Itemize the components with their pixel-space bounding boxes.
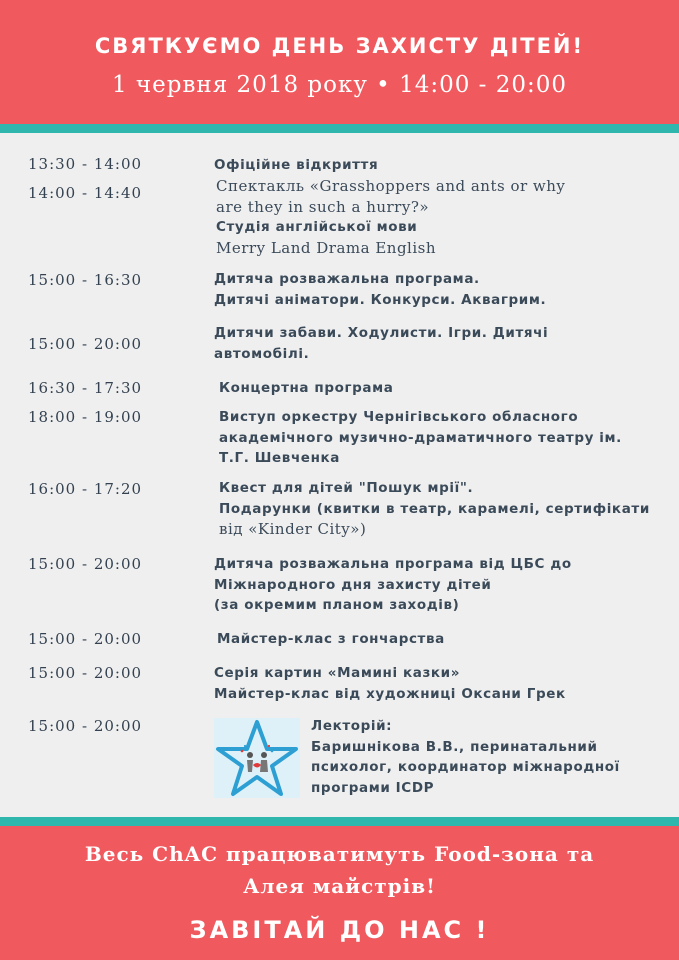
schedule-time: 15:00 - 20:00	[28, 664, 143, 682]
schedule-time: 13:30 - 14:00	[28, 155, 143, 173]
schedule-description: Серія картин «Мамині казки» Майстер-клас від художниці Оксани Грек	[214, 665, 566, 702]
event-date: 1 червня 2018 року • 14:00 - 20:00	[111, 72, 568, 98]
schedule-time: 15:00 - 20:00	[28, 335, 143, 353]
schedule-description: Дитяча розважальна програма від ЦБС до Міжнародного дня захисту дітей (за окремим планом заходів)	[214, 556, 572, 613]
schedule-time: 18:00 - 19:00	[28, 408, 143, 426]
schedule-description: Лекторій: Баришнікова В.В., перинатальний психолог, координатор міжнародної програми ICDP	[311, 718, 620, 796]
schedule-description: Офіційне відкриття	[214, 157, 379, 173]
top-divider-stripe	[0, 124, 679, 133]
footer-banner	[0, 826, 679, 960]
event-title: СВЯТКУЄМО ДЕНЬ ЗАХИСТУ ДІТЕЙ!	[94, 34, 585, 58]
schedule-description: Дитячи забави. Ходулисти. Ігри. Дитячі автомобілі.	[214, 325, 549, 362]
schedule-description: Квест для дітей "Пошук мрії". Подарунки (квитки в театр, карамелі, сертифікати від «Kinder City»)	[219, 480, 650, 538]
schedule-time: 14:00 - 14:40	[28, 184, 143, 202]
schedule-time: 16:00 - 17:20	[28, 480, 143, 498]
header-banner	[0, 0, 679, 124]
schedule-description: Дитяча розважальна програма. Дитячі аніматори. Конкурси. Аквагрим.	[214, 271, 547, 308]
footer-line-1: Весь ChAC працюватимуть Food-зона та	[84, 842, 595, 866]
schedule-time: 15:00 - 20:00	[28, 555, 143, 573]
schedule-time: 15:00 - 20:00	[28, 717, 143, 735]
schedule-description: Концертна програма	[219, 380, 394, 396]
footer-line-2: Алея майстрів!	[243, 874, 436, 898]
schedule-time: 15:00 - 16:30	[28, 271, 143, 289]
bottom-divider-stripe	[0, 817, 679, 826]
schedule-description: Виступ оркестру Чернігівського обласного академічного музично-драматичного театру ім. Т.Г. Шевченка	[219, 409, 622, 466]
schedule-time: 15:00 - 20:00	[28, 630, 143, 648]
footer-cta: ЗАВІТАЙ ДО НАС !	[189, 916, 490, 944]
schedule-description: Спектакль «Grasshoppers and ants or why are they in such a hurry?» Студія англійської мови Merry Land Drama English	[216, 177, 566, 257]
schedule-description: Майстер-клас з гончарства	[217, 631, 445, 647]
star-children-logo-icon	[214, 718, 300, 798]
schedule-time: 16:30 - 17:30	[28, 379, 143, 397]
